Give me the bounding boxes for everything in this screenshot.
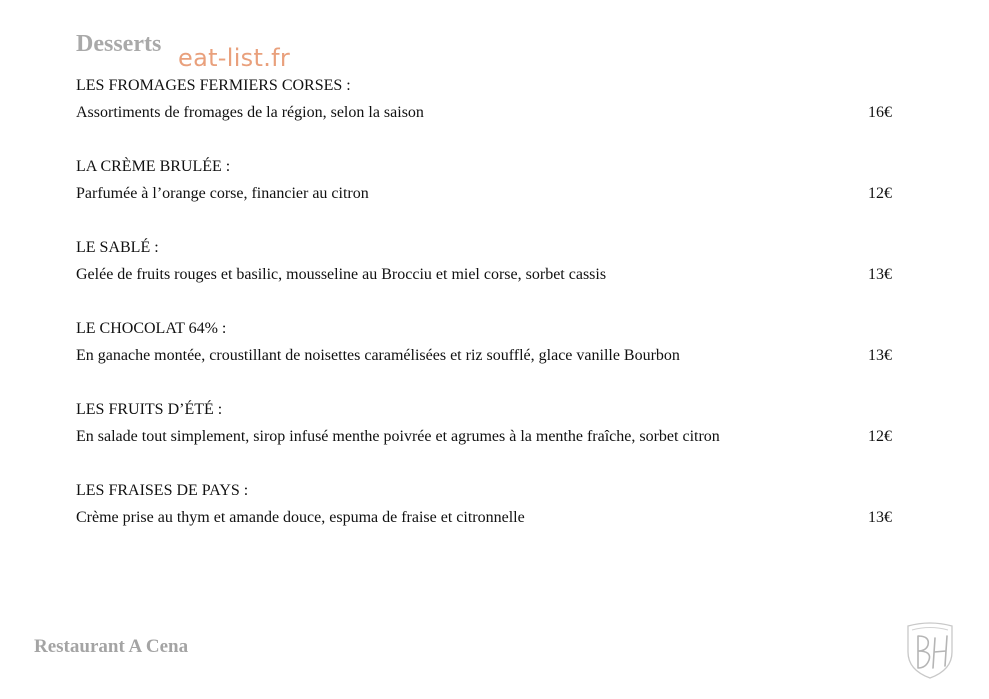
item-description: Assortiments de fromages de la région, selon la saison <box>76 104 424 121</box>
menu-item <box>76 77 896 158</box>
bh-crest-logo <box>898 618 962 682</box>
menu-item <box>76 320 896 401</box>
item-name: LES FRUITS D’ÉTÉ : <box>76 401 223 418</box>
item-description: Crème prise au thym et amande douce, espuma de fraise et citronnelle <box>76 509 525 526</box>
item-price: 13€ <box>868 266 892 283</box>
logo-letter-b <box>918 636 930 668</box>
item-price: 13€ <box>868 509 892 526</box>
item-description: Gelée de fruits rouges et basilic, mousseline au Brocciu et miel corse, sorbet cassis <box>76 266 607 283</box>
restaurant-name: Restaurant A Cena <box>34 636 189 657</box>
crest-top-line <box>912 628 948 631</box>
menu-item <box>76 401 896 482</box>
dessert-list <box>76 77 896 563</box>
watermark-text: eat-list.fr <box>178 44 291 72</box>
section-title: Desserts <box>76 31 162 57</box>
item-price: 13€ <box>868 347 892 364</box>
item-price: 16€ <box>868 104 892 121</box>
item-price: 12€ <box>868 185 892 202</box>
item-name: LES FRAISES DE PAYS : <box>76 482 249 499</box>
logo-letter-h <box>933 636 947 668</box>
item-description: En ganache montée, croustillant de noisettes caramélisées et riz soufflé, glace vanille Bourbon <box>76 347 680 364</box>
menu-item <box>76 158 896 239</box>
item-price: 12€ <box>868 428 892 445</box>
item-description: Parfumée à l’orange corse, financier au citron <box>76 185 369 202</box>
menu-item <box>76 239 896 320</box>
item-description: En salade tout simplement, sirop infusé menthe poivrée et agrumes à la menthe fraîche, sorbet citron <box>76 428 720 445</box>
item-name: LE SABLÉ : <box>76 239 159 256</box>
item-name: LA CRÈME BRULÉE : <box>76 158 231 175</box>
item-name: LES FROMAGES FERMIERS CORSES : <box>76 77 351 94</box>
item-name: LE CHOCOLAT 64% : <box>76 320 227 337</box>
menu-item <box>76 482 896 563</box>
